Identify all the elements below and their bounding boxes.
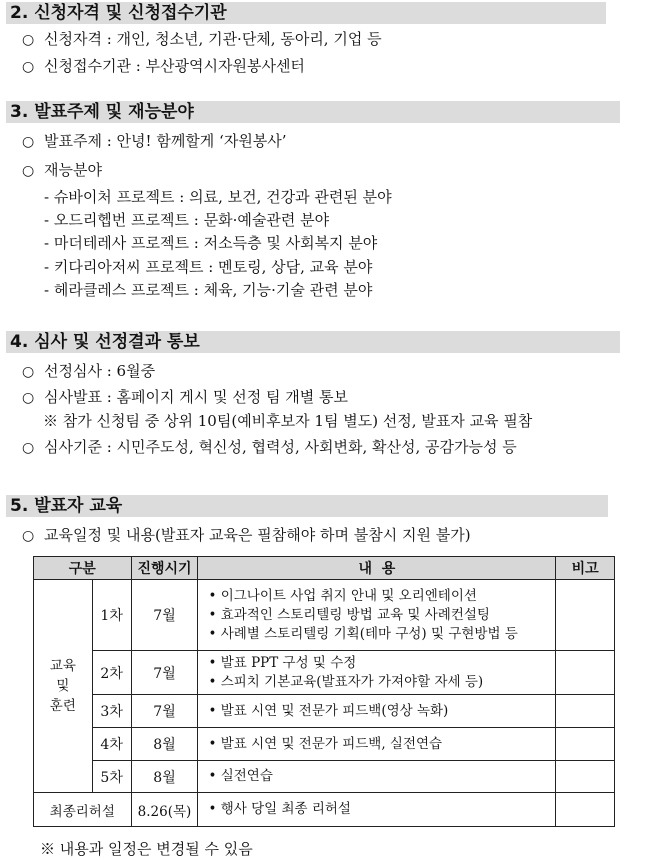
round-cell: 2차 [92,651,131,695]
circle-bullet-icon: ○ [22,390,35,406]
content-cell [198,728,556,761]
content-cell [198,580,556,651]
content-bullet: • 발표 PPT 구성 및 수정 [208,654,357,671]
content-bullet: • 실전연습 [208,768,273,784]
header-remarks: 비고 [556,557,615,580]
item-text: 심사기준 : 시민주도성, 혁신성, 협력성, 사회변화, 확산성, 공감가능성 등 [44,438,517,456]
item-text: 심사발표 : 홈페이지 게시 및 선정 팀 개별 통보 [44,388,349,406]
remarks-cell [556,728,615,761]
section5-title: 5. 발표자 교육 [10,496,123,516]
field-item: - 오드리헵번 프로젝트 : 문화·예술관련 분야 [44,211,330,229]
round-cell: 3차 [92,695,131,728]
section4-selection [22,360,155,383]
section4-criteria [22,436,517,459]
header-period: 진행시기 [131,557,198,580]
remarks-cell [556,793,615,827]
table-row [34,728,615,761]
remarks-cell [556,580,615,651]
header-category: 구분 [34,557,132,580]
round-cell: 5차 [92,761,131,793]
content-bullet: • 사례별 스토리텔링 기획(테마 구성) 및 구현방법 등 [208,625,518,642]
content-bullet: • 이그나이트 사업 취지 안내 및 오리엔테이션 [208,587,477,604]
field-item: - 슈바이처 프로젝트 : 의료, 보건, 건강과 관련된 분야 [44,188,392,206]
header-content: 내 용 [198,557,556,580]
remarks-cell [556,651,615,695]
section4-announcement [22,386,348,409]
circle-bullet-icon: ○ [22,32,35,48]
content-cell [198,793,556,827]
round-cell: 4차 [92,728,131,761]
circle-bullet-icon: ○ [22,134,35,150]
remarks-cell [556,695,615,728]
section5-intro [22,524,471,547]
group-label-cell [34,580,93,793]
section5-footnote: ※ 내용과 일정은 변경될 수 있음 [40,840,253,858]
group-label-line: 교육 [49,658,76,674]
group-label-line: 훈련 [49,698,76,714]
section4-note: ※ 참가 신청팀 중 상위 10팀(예비후보자 1팀 별도) 선정, 발표자 교육 필참 [43,412,533,430]
content-bullet: • 발표 시연 및 전문가 피드백, 실전연습 [208,735,443,752]
section2-item-eligibility [22,28,382,51]
field-item: - 마더테레사 프로젝트 : 저소득층 및 사회복지 분야 [44,234,378,252]
table-row [34,761,615,793]
section2-title: 2. 신청자격 및 신청접수기관 [10,3,227,23]
table-header-row [34,557,615,580]
content-bullet: • 발표 시연 및 전문가 피드백(영상 녹화) [208,702,449,719]
content-bullet: • 효과적인 스토리텔링 방법 교육 및 사례컨설팅 [208,606,490,623]
section2-item-agency [22,55,305,78]
table-row [34,695,615,728]
month-cell: 8월 [131,761,198,793]
month-cell: 7월 [131,580,198,651]
month-cell: 8월 [131,728,198,761]
month-cell: 7월 [131,695,198,728]
table-row-final-rehearsal [34,793,615,827]
content-bullet: • 행사 당일 최종 리허설 [208,801,351,817]
item-text: 발표주제 : 안녕! 함께할게 ‘자원봉사’ [44,132,287,150]
circle-bullet-icon: ○ [22,59,35,75]
group-label-line: 및 [56,678,70,694]
month-cell: 7월 [131,651,198,695]
item-text: 교육일정 및 내용(발표자 교육은 필참해야 하며 불참시 지원 불가) [44,526,471,544]
content-bullet: • 스피치 기본교육(발표자가 가져야할 자세 등) [208,673,484,690]
round-cell: 1차 [92,580,131,651]
final-date-cell: 8.26(목) [131,793,198,827]
table-row [34,580,615,651]
circle-bullet-icon: ○ [22,163,35,179]
section3-field-label [22,159,102,182]
content-cell [198,695,556,728]
item-text: 선정심사 : 6월중 [44,362,156,380]
circle-bullet-icon: ○ [22,364,35,380]
content-cell [198,651,556,695]
item-text: 재능분야 [44,161,102,179]
education-schedule-table [33,556,615,827]
section4-title: 4. 심사 및 선정결과 통보 [10,332,200,352]
section3-topic [22,130,287,153]
item-text: 신청접수기관 : 부산광역시자원봉사센터 [44,57,305,75]
table-row [34,651,615,695]
circle-bullet-icon: ○ [22,440,35,456]
circle-bullet-icon: ○ [22,528,35,544]
content-cell [198,761,556,793]
final-label-cell: 최종리허설 [34,793,132,827]
remarks-cell [556,761,615,793]
field-item: - 헤라클레스 프로젝트 : 체육, 기능·기술 관련 분야 [44,281,373,299]
item-text: 신청자격 : 개인, 청소년, 기관·단체, 동아리, 기업 등 [44,30,382,48]
section3-title: 3. 발표주제 및 재능분야 [10,102,194,122]
field-item: - 키다리아저씨 프로젝트 : 멘토링, 상담, 교육 분야 [44,258,373,276]
